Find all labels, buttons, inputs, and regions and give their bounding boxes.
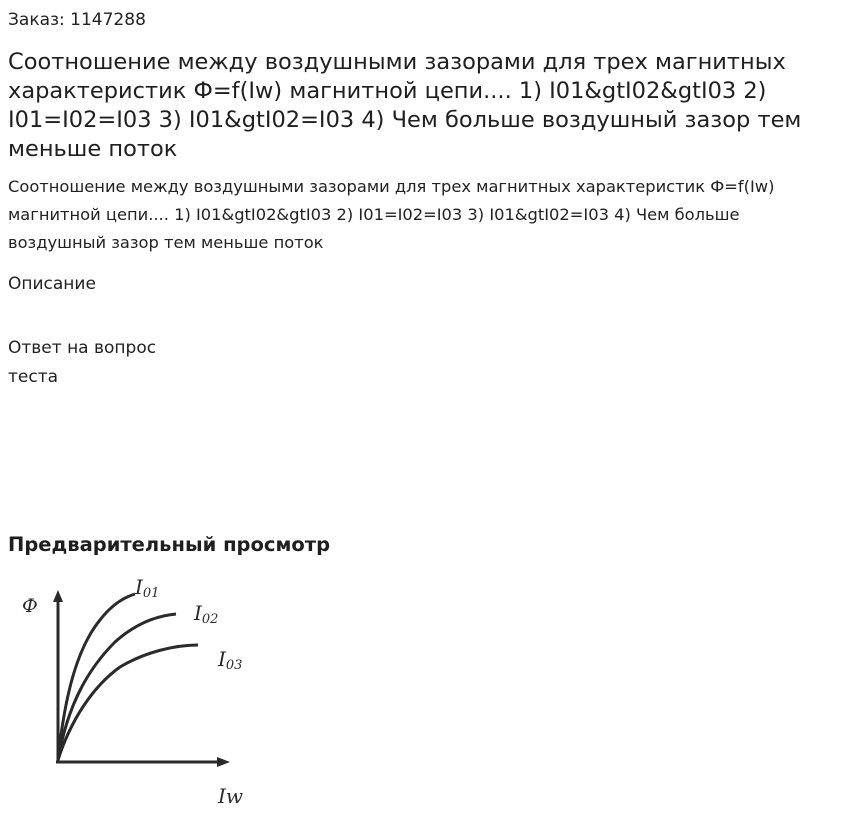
magnetization-curves-diagram [10, 572, 260, 812]
curve-label-i03-main: I [218, 647, 226, 671]
curve-label-i01-sub: 01 [142, 586, 160, 601]
x-axis-label: Iw [218, 784, 244, 808]
curve-label-i01-main: I [135, 575, 143, 599]
question-description: Соотношение между воздушными зазорами для трех магнитных характеристик Ф=f(Iw) магнитной цепи.... 1) I01&gtI02&gtI03 2) I01=I02=I03 3) I01&gtI02=I03 4) Чем больше воздушный зазор тем меньше поток [8, 177, 775, 252]
order-number: Заказ: 1147288 [8, 10, 146, 30]
curve-label-i03-sub: 03 [225, 658, 243, 673]
curve-label-i02-sub: 02 [201, 612, 219, 627]
curve-i02 [58, 614, 176, 760]
curve-label-i03 [217, 647, 242, 673]
x-axis-arrow [217, 757, 230, 767]
curve-label-i02 [193, 601, 218, 627]
curve-label-i01 [134, 575, 159, 601]
y-axis-arrow [53, 590, 63, 602]
curve-label-i02-main: I [194, 601, 202, 625]
curve-i01 [58, 594, 135, 760]
answer-text: Ответ на вопрос теста [8, 338, 157, 387]
y-axis-label: Ф [22, 595, 38, 617]
description-section-label: Описание [8, 274, 96, 294]
preview-figure [10, 572, 260, 812]
page-title: Соотношение между воздушными зазорами для трех магнитных характеристик Ф=f(Iw) магнитной цепи.... 1) I01&gtI02&gtI03 2) I01=I02=I03 3) I01&gtI02=I03 4) Чем больше воздушный зазор тем меньше поток [8, 49, 802, 162]
preview-heading: Предварительный просмотр [8, 533, 331, 556]
